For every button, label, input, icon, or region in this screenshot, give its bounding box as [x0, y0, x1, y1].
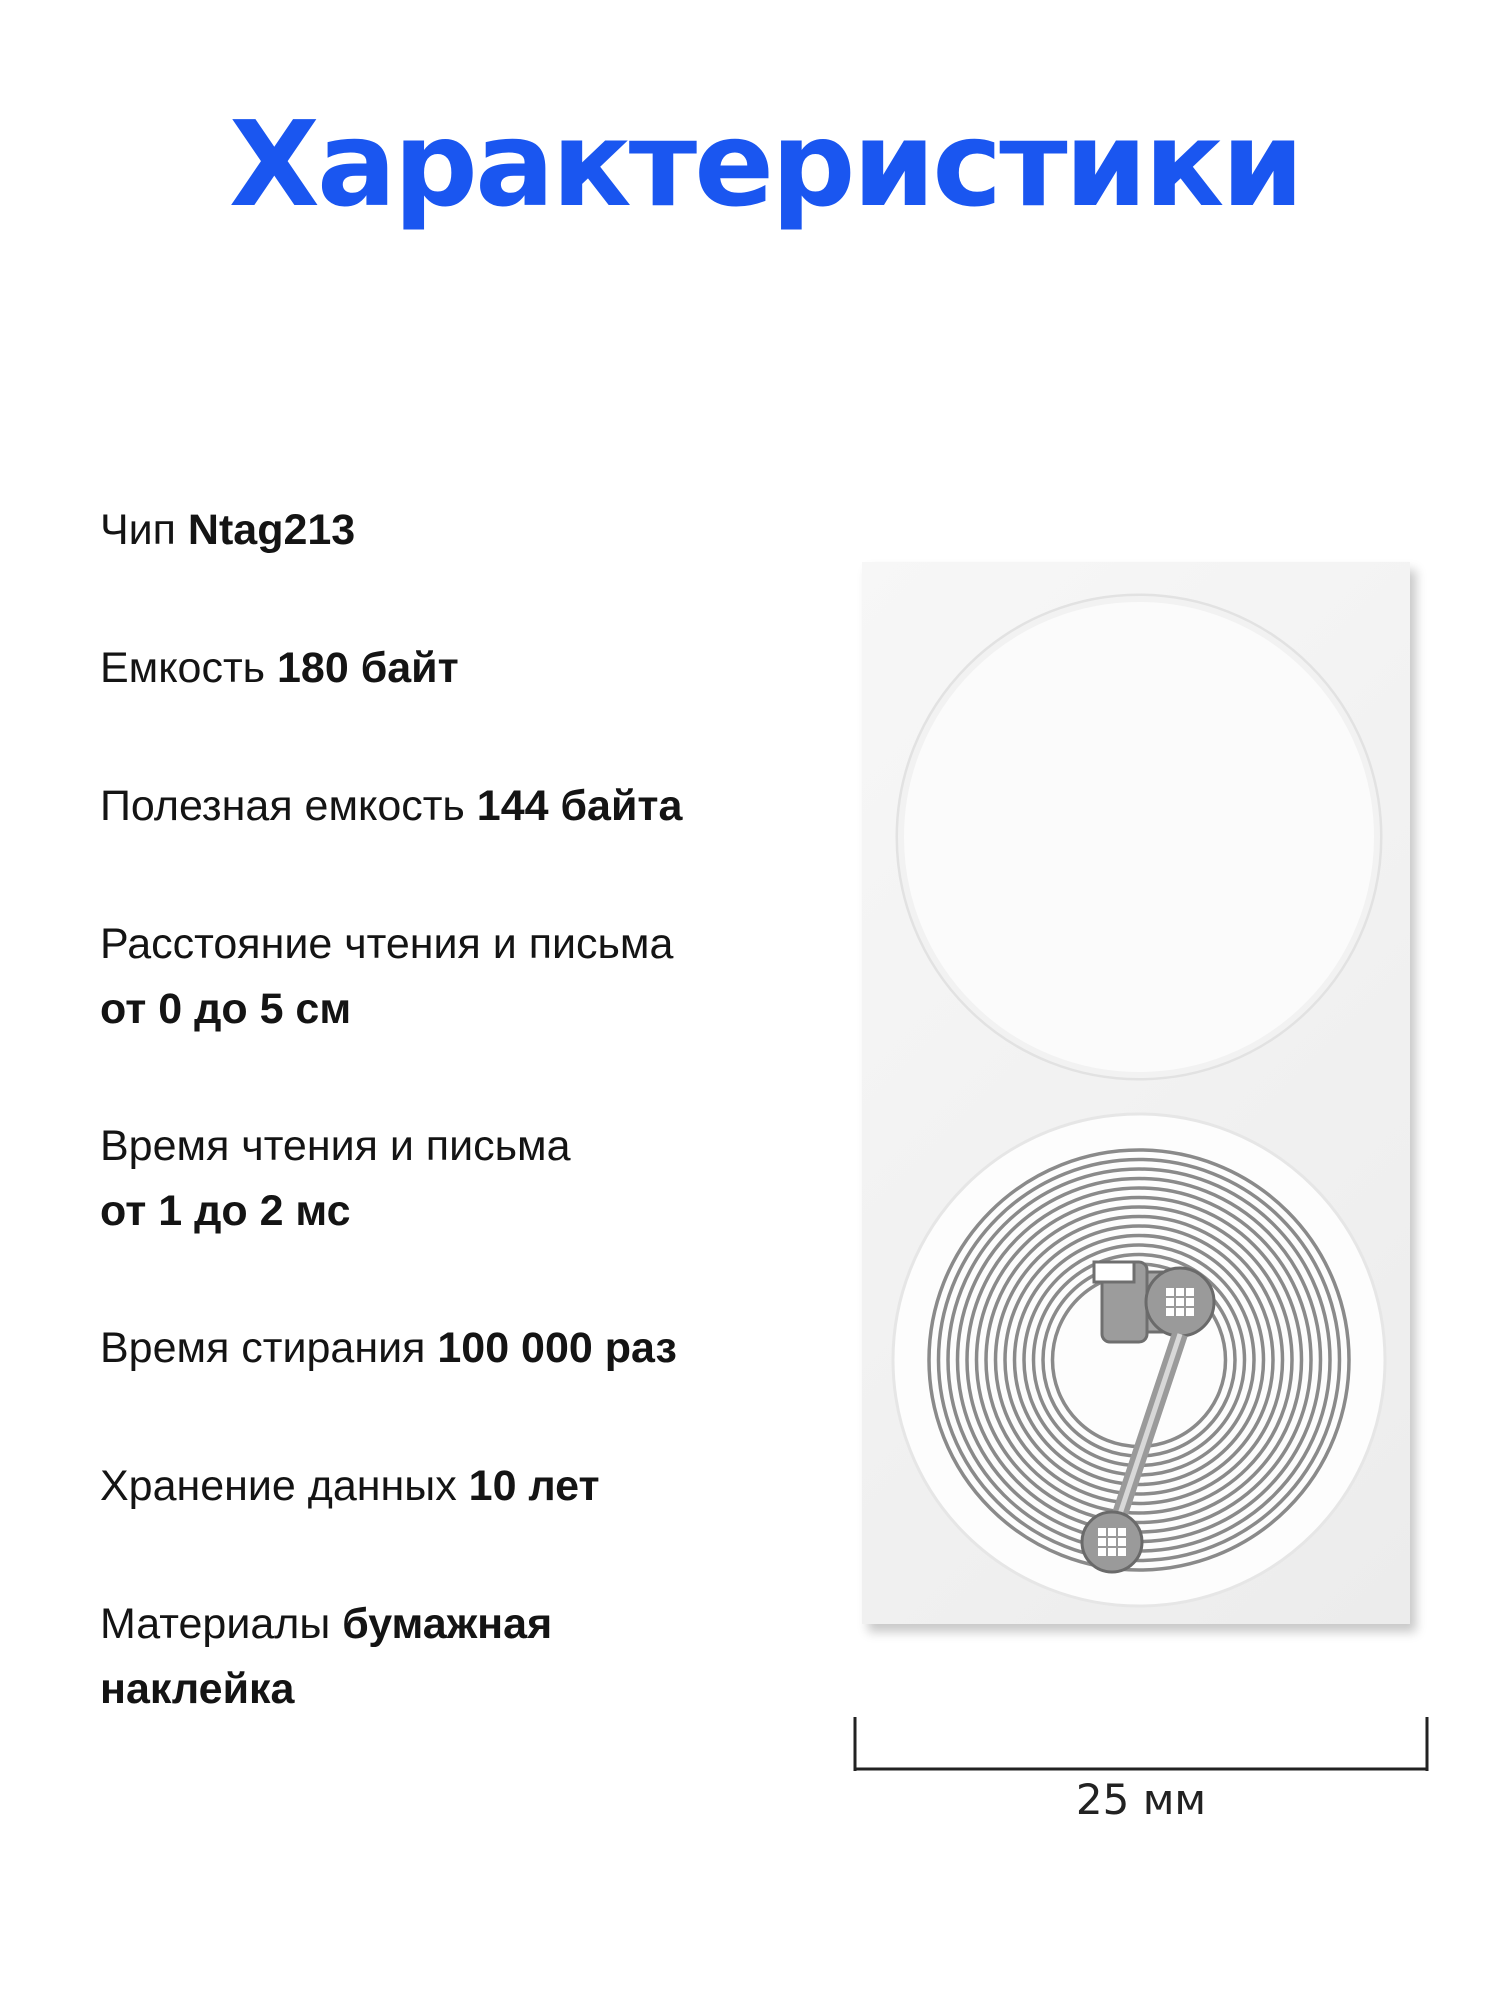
spec-label: Полезная емкость: [100, 782, 477, 830]
spec-value: от 1 до 2 мс: [100, 1187, 351, 1235]
spec-value: 100 000 раз: [437, 1324, 677, 1372]
spec-read-time: [100, 1114, 800, 1244]
spec-capacity: [100, 636, 459, 701]
spec-value: 180 байт: [277, 644, 459, 692]
nfc-sticker-illustration: [862, 562, 1410, 1624]
spec-value: Ntag213: [187, 506, 356, 554]
spec-data-retention: [100, 1454, 600, 1519]
spec-label: Расстояние чтения и письма: [100, 920, 674, 968]
spec-value: бумажная наклейка: [100, 1600, 553, 1713]
nfc-sticker-sheet: [862, 562, 1410, 1624]
page-title: Характеристики: [228, 95, 1302, 233]
spec-value: от 0 до 5 см: [100, 985, 352, 1033]
spec-read-distance: [100, 912, 800, 1042]
dimension-ruler: [852, 1715, 1430, 1775]
dimension-label: 25 мм: [1075, 1775, 1207, 1824]
spec-label: Материалы: [100, 1600, 343, 1648]
spec-value: 10 лет: [468, 1462, 600, 1510]
spec-erase-cycles: [100, 1316, 677, 1381]
spec-usable-capacity: [100, 774, 682, 839]
spec-label: Время стирания: [100, 1324, 438, 1372]
spec-label: Чип: [100, 506, 188, 554]
spec-label: Хранение данных: [100, 1462, 469, 1510]
spec-label: Емкость: [100, 644, 277, 692]
spec-chip: [100, 498, 355, 563]
spec-value: 144 байта: [476, 782, 683, 830]
spec-label: Время чтения и письма: [100, 1122, 571, 1170]
spec-materials: [100, 1592, 660, 1722]
